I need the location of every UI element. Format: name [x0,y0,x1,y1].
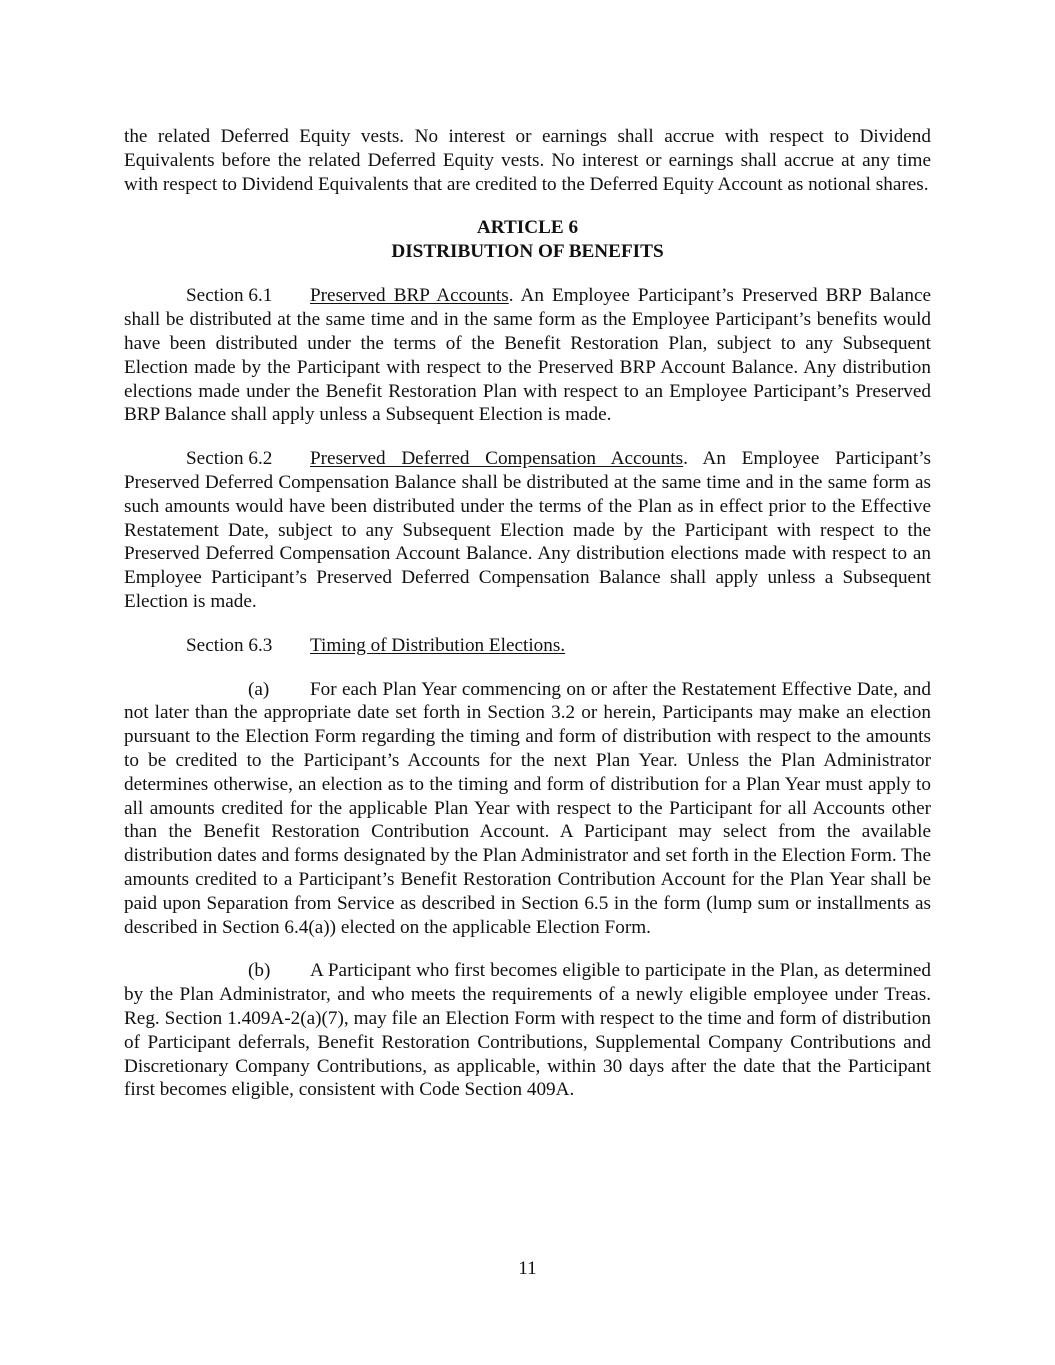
section-6-1 [124,284,931,427]
subsection-a [124,678,931,940]
section-number: Section 6.2 [186,448,273,470]
page-number: 11 [518,1258,537,1279]
section-number: Section 6.3 [186,634,273,656]
document-page [124,125,931,1102]
subsection-body: For each Plan Year commencing on or after the Restatement Effective Date, and not later than the appropriate date set forth in Section 3.2 or herein, Participants may make an election pursuant to the Election Form regarding the timing and form of distribution with respect to the amounts to be credited to the Participant’s Accounts for the next Plan Year. Unless the Plan Administrator determines otherwise, an election as to the timing and form of distribution for a Plan Year must apply to all amounts credited for the applicable Plan Year with respect to the Participant for all Accounts other than the Benefit Restoration Contribution Account. A Participant may select from the available distribution dates and forms designated by the Plan Administrator and set forth in the Election Form. The amounts credited to a Participant’s Benefit Restoration Contribution Account for the Plan Year shall be paid upon Separation from Service as described in Section 6.5 in the form (lump sum or installments as described in Section 6.4(a)) elected on the applicable Election Form. [124,678,931,938]
section-6-3 [124,634,931,658]
article-number: ARTICLE 6 [476,217,579,239]
section-number: Section 6.1 [186,285,273,307]
subsection-label: (b) [248,960,271,982]
section-body: An Employee Participant’s Preserved BRP Balance shall be distributed at the same time and in the same form as the Employee Participant’s benefits would have been distributed under the terms of the Benefit Restoration Plan, subject to any Subsequent Election made by the Participant with respect to the Preserved BRP Account Balance. Any distribution elections made under the Benefit Restoration Plan with respect to an Employee Participant’s Preserved BRP Balance shall apply unless a Subsequent Election is made. [124,285,931,426]
section-title: Preserved Deferred Compensation Accounts [310,448,684,470]
subsection-body: A Participant who first becomes eligible to participate in the Plan, as determined by the Plan Administrator, and who meets the requirements of a newly eligible employee under Treas. Reg. Section 1.409A-2(a)(7), may file an Election Form with respect to the time and form of distribution of Participant deferrals, Benefit Restoration Contributions, Supplemental Company Contributions and Discretionary Company Contributions, as applicable, within 30 days after the date that the Participant first becomes eligible, consistent with Code Section 409A. [124,960,931,1101]
section-body: An Employee Participant’s Preserved Deferred Compensation Balance shall be distributed at the same time and in the same form as such amounts would have been distributed under the terms of the Plan as in effect prior to the Effective Restatement Date, subject to any Subsequent Election made by the Participant with respect to the Preserved Deferred Compensation Account Balance. Any distribution elections made with respect to an Employee Participant’s Preserved Deferred Compensation Balance shall apply unless a Subsequent Election is made. [124,448,931,612]
section-title-suffix: . [508,285,514,307]
subsection-label: (a) [248,678,270,700]
section-title: Timing of Distribution Elections. [310,634,566,656]
article-title: DISTRIBUTION OF BENEFITS [391,241,664,263]
opening-paragraph: the related Deferred Equity vests. No interest or earnings shall accrue with respect to Dividend Equivalents before the related Deferred Equity vests. No interest or earnings shall accrue at any time with respect to Dividend Equivalents that are credited to the Deferred Equity Account as notional shares. [124,126,931,195]
section-6-2 [124,447,931,614]
subsection-b [124,959,931,1102]
section-title: Preserved BRP Accounts [310,285,509,307]
article-heading [124,216,931,264]
section-title-suffix: . [683,448,688,470]
